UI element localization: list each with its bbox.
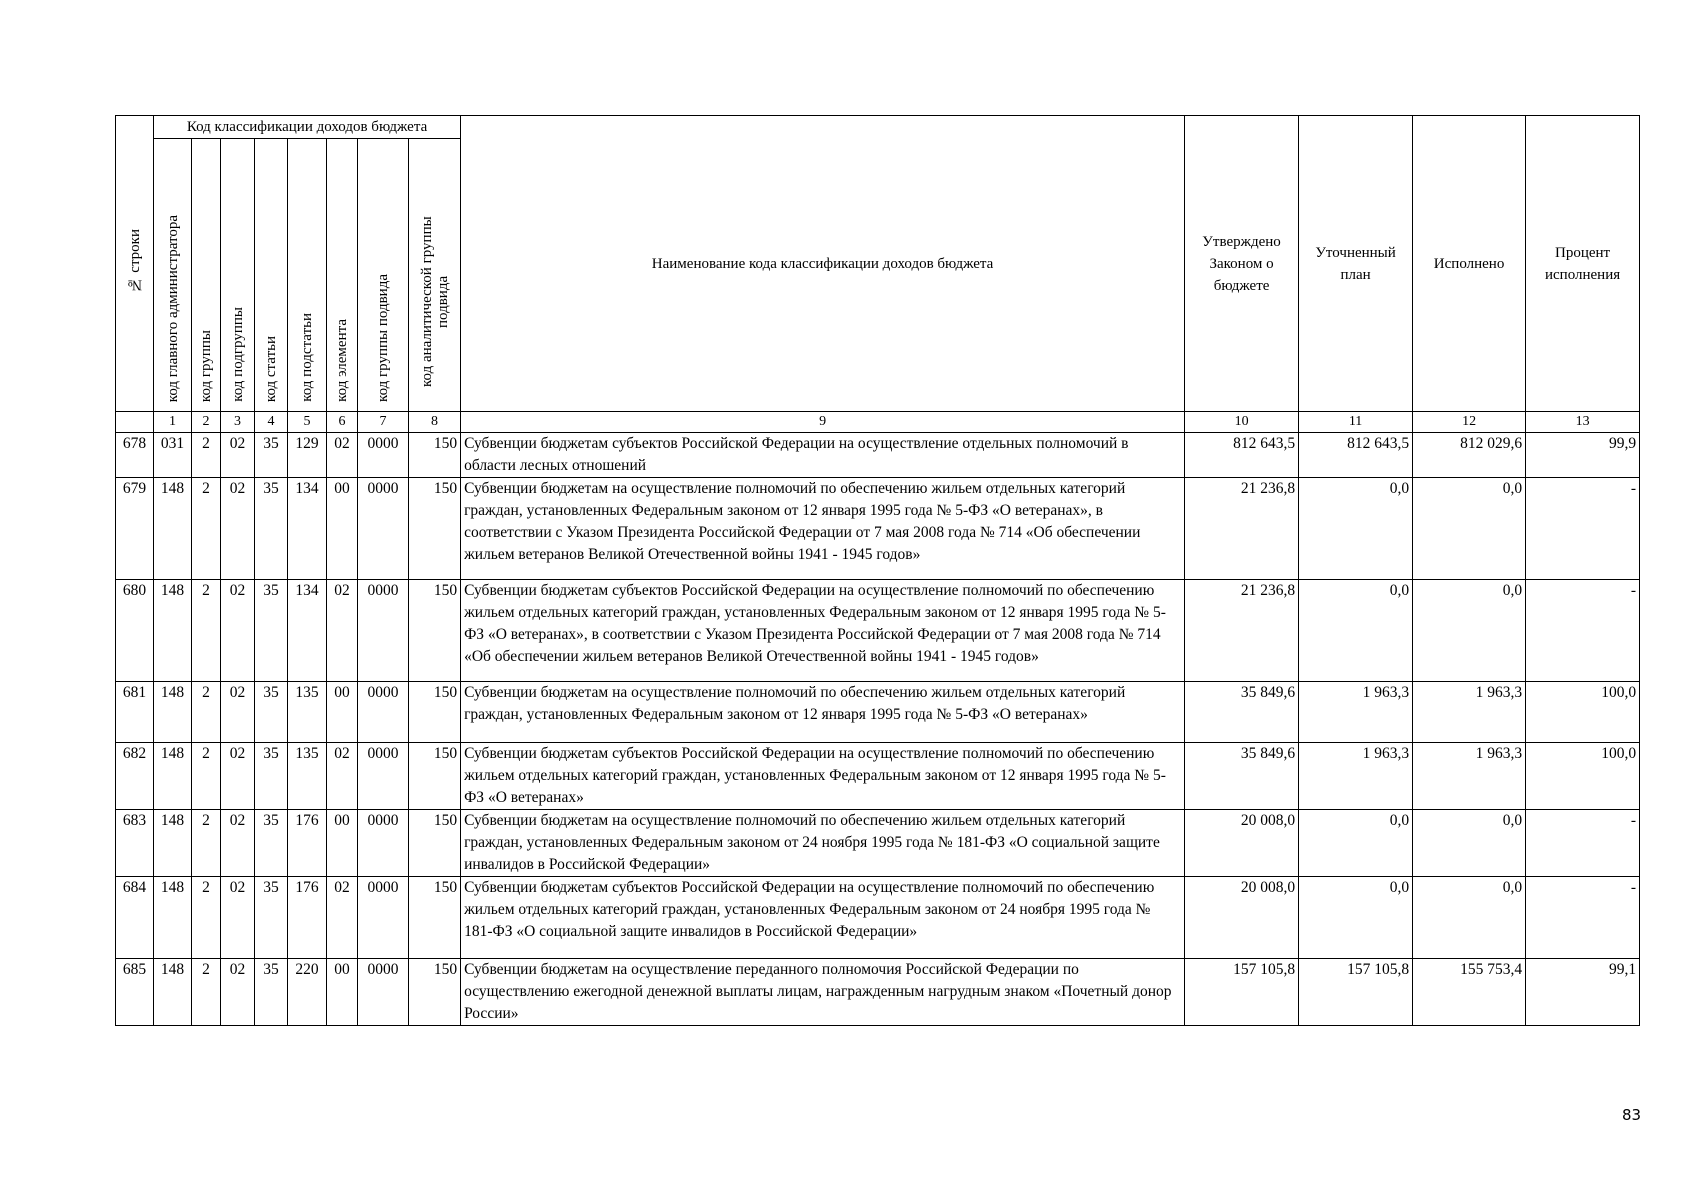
percent-cell: - [1526, 877, 1640, 959]
element-code-cell: 02 [327, 743, 358, 810]
article-code-cell: 35 [255, 810, 288, 877]
admin-code-cell: 148 [154, 810, 192, 877]
name-cell: Субвенции бюджетам субъектов Российской Федерации на осуществление отдельных полномочий в области лесных отношений [461, 433, 1185, 478]
admin-code-cell: 148 [154, 877, 192, 959]
percent-cell: 100,0 [1526, 743, 1640, 810]
executed-cell: 812 029,6 [1413, 433, 1526, 478]
refined-plan-cell: 0,0 [1299, 580, 1413, 682]
page-number: 83 [1622, 1106, 1642, 1124]
analytic-group-code-cell: 150 [409, 810, 461, 877]
name-cell: Субвенции бюджетам субъектов Российской Федерации на осуществление полномочий по обеспечению жильем отдельных категорий граждан, установленных Федеральным законом от 24 ноября 1995 года № 181-ФЗ «О социальной защите инвалидов в Российской Федерации» [461, 877, 1185, 959]
executed-cell: 1 963,3 [1413, 743, 1526, 810]
executed-cell: 0,0 [1413, 877, 1526, 959]
admin-code-cell: 148 [154, 580, 192, 682]
table-row [116, 959, 1640, 1026]
percent-cell: 99,1 [1526, 959, 1640, 1026]
subtype-group-code-cell: 0000 [358, 959, 409, 1026]
subgroup-code-cell: 02 [221, 959, 255, 1026]
subarticle-code-cell: 220 [288, 959, 327, 1026]
column-number-cell: 7 [358, 412, 409, 433]
article-code-cell: 35 [255, 877, 288, 959]
table-row [116, 478, 1640, 580]
percent-cell: - [1526, 478, 1640, 580]
group-code-cell: 2 [192, 478, 221, 580]
analytic-group-code-cell: 150 [409, 877, 461, 959]
subtype-group-code-cell: 0000 [358, 580, 409, 682]
approved-cell: 812 643,5 [1185, 433, 1299, 478]
group-code-header: код группы [192, 139, 221, 412]
column-number-cell: 5 [288, 412, 327, 433]
group-code-cell: 2 [192, 580, 221, 682]
subgroup-code-cell: 02 [221, 682, 255, 743]
subgroup-code-cell: 02 [221, 478, 255, 580]
approved-cell: 157 105,8 [1185, 959, 1299, 1026]
subtype-group-code-cell: 0000 [358, 810, 409, 877]
element-code-cell: 00 [327, 682, 358, 743]
row-number-cell: 683 [116, 810, 154, 877]
subarticle-code-cell: 176 [288, 877, 327, 959]
column-number-cell: 8 [409, 412, 461, 433]
article-code-cell: 35 [255, 580, 288, 682]
executed-cell: 0,0 [1413, 478, 1526, 580]
subtype-group-code-cell: 0000 [358, 743, 409, 810]
column-number-cell: 9 [461, 412, 1185, 433]
row-number-cell: 679 [116, 478, 154, 580]
element-code-cell: 00 [327, 959, 358, 1026]
name-cell: Субвенции бюджетам на осуществление переданного полномочия Российской Федерации по осуществлению ежегодной денежной выплаты лицам, награжденным нагрудным знаком «Почетный донор России» [461, 959, 1185, 1026]
subgroup-code-cell: 02 [221, 877, 255, 959]
group-code-cell: 2 [192, 810, 221, 877]
executed-cell: 155 753,4 [1413, 959, 1526, 1026]
table-row [116, 433, 1640, 478]
percent-column-header: Процент исполнения [1526, 116, 1640, 412]
refined-plan-cell: 0,0 [1299, 478, 1413, 580]
subarticle-code-cell: 134 [288, 580, 327, 682]
refined-plan-column-header: Уточненный план [1299, 116, 1413, 412]
name-column-header: Наименование кода классификации доходов бюджета [461, 116, 1185, 412]
analytic-group-code-cell: 150 [409, 580, 461, 682]
subtype-group-code-cell: 0000 [358, 478, 409, 580]
admin-code-cell: 148 [154, 743, 192, 810]
analytic-group-code-header: код аналитической группы подвида [409, 139, 461, 412]
refined-plan-cell: 1 963,3 [1299, 743, 1413, 810]
article-code-cell: 35 [255, 478, 288, 580]
column-number-cell: 11 [1299, 412, 1413, 433]
subgroup-code-cell: 02 [221, 743, 255, 810]
refined-plan-cell: 0,0 [1299, 810, 1413, 877]
refined-plan-cell: 157 105,8 [1299, 959, 1413, 1026]
article-code-cell: 35 [255, 743, 288, 810]
element-code-cell: 00 [327, 478, 358, 580]
name-cell: Субвенции бюджетам субъектов Российской Федерации на осуществление полномочий по обеспечению жильем отдельных категорий граждан, установленных Федеральным законом от 12 января 1995 года № 5-ФЗ «О ветеранах», в соответствии с Указом Президента Российской Федерации от 7 мая 2008 года № 714 «Об обеспечении жильем ветеранов Великой Отечественной войны 1941 - 1945 годов» [461, 580, 1185, 682]
analytic-group-code-cell: 150 [409, 433, 461, 478]
subarticle-code-header: код подстатьи [288, 139, 327, 412]
analytic-group-code-cell: 150 [409, 959, 461, 1026]
subgroup-code-header: код подгруппы [221, 139, 255, 412]
subgroup-code-cell: 02 [221, 810, 255, 877]
column-number-cell: 13 [1526, 412, 1640, 433]
budget-report-sheet [115, 115, 1639, 1026]
subtype-group-code-header: код группы подвида [358, 139, 409, 412]
article-code-cell: 35 [255, 682, 288, 743]
approved-cell: 21 236,8 [1185, 580, 1299, 682]
subtype-group-code-cell: 0000 [358, 877, 409, 959]
table-row [116, 810, 1640, 877]
row-number-cell: 684 [116, 877, 154, 959]
row-number-cell: 678 [116, 433, 154, 478]
percent-cell: - [1526, 810, 1640, 877]
column-number-cell: 4 [255, 412, 288, 433]
table-row [116, 682, 1640, 743]
element-code-cell: 02 [327, 580, 358, 682]
column-number-cell: 1 [154, 412, 192, 433]
percent-cell: - [1526, 580, 1640, 682]
subarticle-code-cell: 135 [288, 743, 327, 810]
name-cell: Субвенции бюджетам на осуществление полномочий по обеспечению жильем отдельных категорий граждан, установленных Федеральным законом от 12 января 1995 года № 5-ФЗ «О ветеранах» [461, 682, 1185, 743]
executed-cell: 0,0 [1413, 810, 1526, 877]
approved-cell: 20 008,0 [1185, 810, 1299, 877]
table-body [116, 433, 1640, 1026]
refined-plan-cell: 1 963,3 [1299, 682, 1413, 743]
row-number-header: № строки [116, 116, 154, 412]
row-number-cell: 682 [116, 743, 154, 810]
column-number-cell: 10 [1185, 412, 1299, 433]
subtype-group-code-cell: 0000 [358, 433, 409, 478]
element-code-cell: 00 [327, 810, 358, 877]
column-number-cell: 2 [192, 412, 221, 433]
approved-cell: 20 008,0 [1185, 877, 1299, 959]
percent-cell: 100,0 [1526, 682, 1640, 743]
subtype-group-code-cell: 0000 [358, 682, 409, 743]
group-code-cell: 2 [192, 682, 221, 743]
element-code-cell: 02 [327, 433, 358, 478]
table-row [116, 743, 1640, 810]
row-number-cell: 681 [116, 682, 154, 743]
group-code-cell: 2 [192, 877, 221, 959]
row-number-cell: 680 [116, 580, 154, 682]
executed-cell: 0,0 [1413, 580, 1526, 682]
refined-plan-cell: 812 643,5 [1299, 433, 1413, 478]
approved-cell: 35 849,6 [1185, 682, 1299, 743]
article-code-cell: 35 [255, 433, 288, 478]
analytic-group-code-cell: 150 [409, 682, 461, 743]
table-row [116, 877, 1640, 959]
column-number-cell: 12 [1413, 412, 1526, 433]
article-code-cell: 35 [255, 959, 288, 1026]
subarticle-code-cell: 134 [288, 478, 327, 580]
column-number-cell [116, 412, 154, 433]
admin-code-header: код главного администратора [154, 139, 192, 412]
element-code-header: код элемента [327, 139, 358, 412]
row-number-cell: 685 [116, 959, 154, 1026]
executed-column-header: Исполнено [1413, 116, 1526, 412]
admin-code-cell: 148 [154, 959, 192, 1026]
subarticle-code-cell: 129 [288, 433, 327, 478]
admin-code-cell: 031 [154, 433, 192, 478]
classification-group-header: Код классификации доходов бюджета [154, 116, 461, 139]
approved-cell: 35 849,6 [1185, 743, 1299, 810]
subgroup-code-cell: 02 [221, 433, 255, 478]
table-row [116, 580, 1640, 682]
refined-plan-cell: 0,0 [1299, 877, 1413, 959]
approved-cell: 21 236,8 [1185, 478, 1299, 580]
element-code-cell: 02 [327, 877, 358, 959]
percent-cell: 99,9 [1526, 433, 1640, 478]
analytic-group-code-cell: 150 [409, 743, 461, 810]
group-code-cell: 2 [192, 743, 221, 810]
group-code-cell: 2 [192, 433, 221, 478]
subarticle-code-cell: 176 [288, 810, 327, 877]
name-cell: Субвенции бюджетам субъектов Российской Федерации на осуществление полномочий по обеспечению жильем отдельных категорий граждан, установленных Федеральным законом от 12 января 1995 года № 5-ФЗ «О ветеранах» [461, 743, 1185, 810]
name-cell: Субвенции бюджетам на осуществление полномочий по обеспечению жильем отдельных категорий граждан, установленных Федеральным законом от 24 ноября 1995 года № 181-ФЗ «О социальной защите инвалидов в Российской Федерации» [461, 810, 1185, 877]
analytic-group-code-cell: 150 [409, 478, 461, 580]
approved-column-header: Утверждено Законом о бюджете [1185, 116, 1299, 412]
column-number-cell: 6 [327, 412, 358, 433]
column-numbers-row [116, 412, 1640, 433]
name-cell: Субвенции бюджетам на осуществление полномочий по обеспечению жильем отдельных категорий граждан, установленных Федеральным законом от 12 января 1995 года № 5-ФЗ «О ветеранах», в соответствии с Указом Президента Российской Федерации от 7 мая 2008 года № 714 «Об обеспечении жильем ветеранов Великой Отечественной войны 1941 - 1945 годов» [461, 478, 1185, 580]
admin-code-cell: 148 [154, 478, 192, 580]
subarticle-code-cell: 135 [288, 682, 327, 743]
admin-code-cell: 148 [154, 682, 192, 743]
article-code-header: код статьи [255, 139, 288, 412]
revenue-classification-table [115, 115, 1640, 1026]
subgroup-code-cell: 02 [221, 580, 255, 682]
executed-cell: 1 963,3 [1413, 682, 1526, 743]
group-code-cell: 2 [192, 959, 221, 1026]
column-number-cell: 3 [221, 412, 255, 433]
